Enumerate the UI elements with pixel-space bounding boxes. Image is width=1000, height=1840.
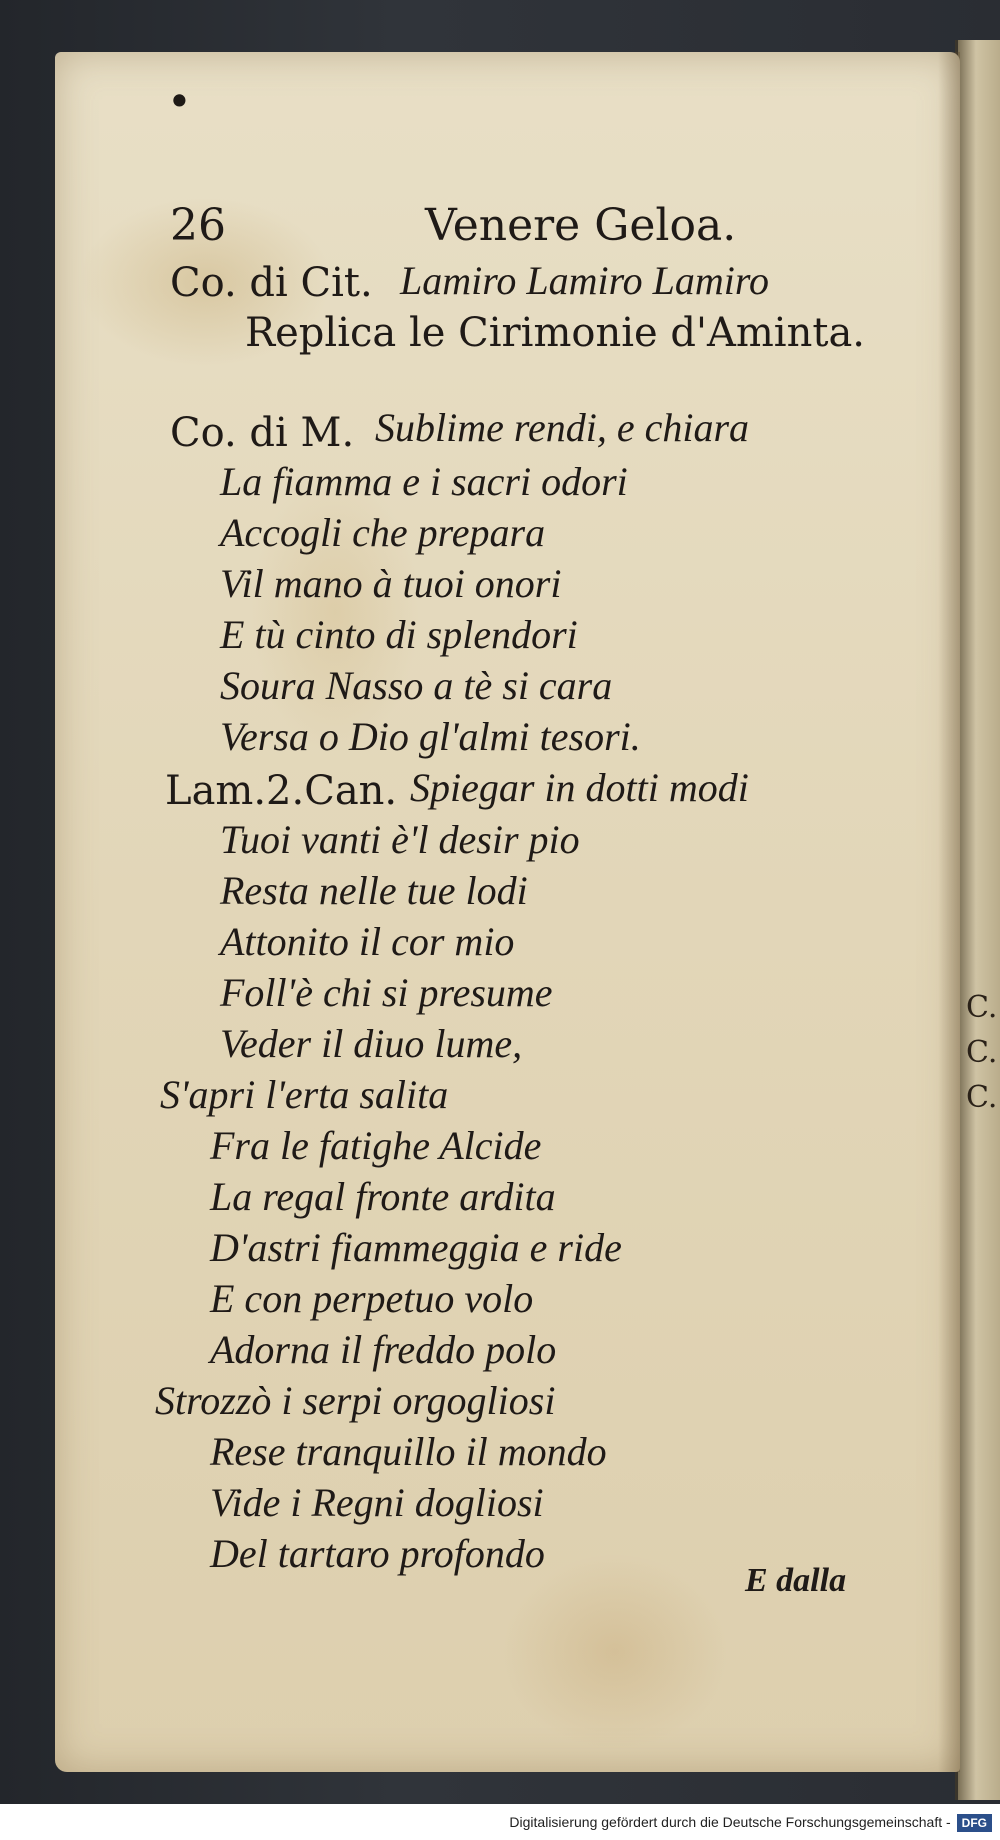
dfg-logo: DFG (957, 1814, 992, 1832)
verse-line: Tuoi vanti è'l desir pio (220, 817, 580, 862)
verse-line: S'apri l'erta salita (160, 1072, 449, 1117)
verse-line: La regal fronte ardita (210, 1174, 556, 1219)
verse-line: Accogli che prepara (220, 510, 546, 555)
stage-direction: Replica le Cirimonie d'Aminta. (245, 310, 865, 356)
verse-line: Lamiro Lamiro Lamiro (400, 258, 769, 303)
verse-line: Resta nelle tue lodi (220, 868, 528, 913)
verse-line: Foll'è chi si presume (220, 970, 553, 1015)
speaker-label: Lam.2.Can. (165, 768, 398, 814)
page-gutter-shadow (938, 52, 960, 1772)
adjacent-page-edge (955, 40, 1000, 1800)
running-title: Venere Geloa. (425, 200, 737, 251)
verse-line: Attonito il cor mio (220, 919, 515, 964)
verse-line: Rese tranquillo il mondo (210, 1429, 607, 1474)
ink-mark: • (167, 77, 192, 126)
verse-line: E tù cinto di splendori (220, 612, 578, 657)
verse-line: Soura Nasso a tè si cara (220, 663, 613, 708)
credit-text: Digitalisierung gefördert durch die Deutsche Forschungsgemeinschaft - (509, 1814, 951, 1830)
verse-line: E con perpetuo volo (210, 1276, 534, 1321)
speaker-label: Co. di Cit. (170, 260, 373, 306)
verse-line: Del tartaro profondo (210, 1531, 545, 1576)
adjacent-mark: C. (966, 1080, 998, 1115)
verse-line: Vil mano à tuoi onori (220, 561, 562, 606)
verse-line: D'astri fiammeggia e ride (210, 1225, 622, 1270)
speaker-label: Co. di M. (170, 410, 355, 456)
verse-line: Adorna il freddo polo (210, 1327, 557, 1372)
catchword: E dalla (745, 1562, 847, 1599)
verse-line: Fra le fatighe Alcide (210, 1123, 542, 1168)
digitization-credit-bar (0, 1804, 1000, 1840)
verse-line: Spiegar in dotti modi (410, 765, 749, 810)
adjacent-mark: C. (966, 1035, 998, 1070)
verse-line: Veder il diuo lume, (220, 1021, 523, 1066)
verse-line: Vide i Regni dogliosi (210, 1480, 544, 1525)
book-page (55, 52, 960, 1772)
verse-line: Strozzò i serpi orgogliosi (155, 1378, 556, 1423)
verse-line: Versa o Dio gl'almi tesori. (220, 714, 641, 759)
verse-line: Sublime rendi, e chiara (375, 405, 750, 450)
page-number: 26 (170, 200, 226, 251)
verse-line: La fiamma e i sacri odori (220, 459, 628, 504)
adjacent-mark: C. (966, 990, 998, 1025)
